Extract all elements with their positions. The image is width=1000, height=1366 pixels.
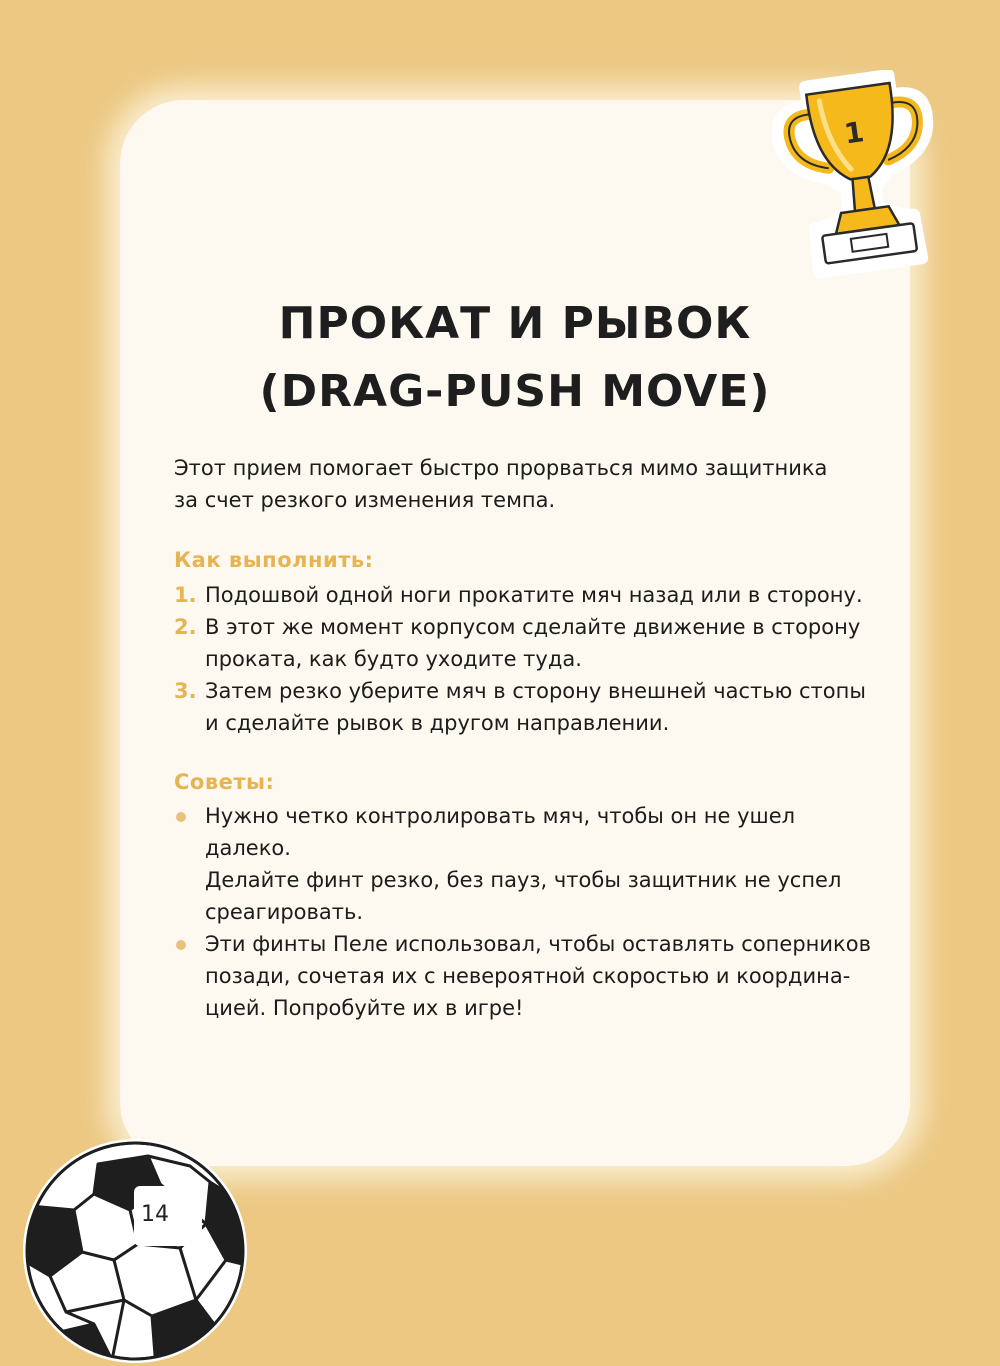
list-item <box>174 675 874 739</box>
tips-heading: Советы: <box>174 770 275 794</box>
tip-line: позади, сочетая их с невероятной скоростью и координа- <box>205 964 851 988</box>
tip-line: цией. Попробуйте их в игре! <box>205 996 524 1020</box>
trophy-number: 1 <box>842 115 867 151</box>
list-item <box>174 800 874 928</box>
step-line: проката, как будто уходите туда. <box>205 647 582 671</box>
bullet-icon <box>176 940 186 950</box>
step-number: 3. <box>174 679 197 703</box>
tip-line: среагировать. <box>205 900 364 924</box>
step-line: Затем резко уберите мяч в сторону внешней частью стопы <box>205 679 866 703</box>
title-line-2: (DRAG-PUSH MOVE) <box>259 366 771 417</box>
step-number: 2. <box>174 615 197 639</box>
intro-line-1: Этот прием помогает быстро прорваться мимо защитника <box>174 456 828 480</box>
list-item <box>174 579 874 611</box>
page-number: 14 <box>141 1202 169 1227</box>
intro-line-2: за счет резкого изменения темпа. <box>174 488 556 512</box>
tips-list <box>174 800 874 1024</box>
tip-line: Нужно четко контролировать мяч, чтобы он не ушел далеко. <box>205 804 796 860</box>
title-line-1: ПРОКАТ И РЫВОК <box>278 298 752 349</box>
step-line: Подошвой одной ноги прокатите мяч назад или в сторону. <box>205 583 863 607</box>
how-to-heading: Как выполнить: <box>174 548 374 572</box>
step-line: и сделайте рывок в другом направлении. <box>205 711 670 735</box>
soccer-ball-icon <box>20 1136 250 1366</box>
bullet-icon <box>176 812 186 822</box>
tip-line: Делайте финт резко, без пауз, чтобы защитник не успел <box>205 868 842 892</box>
list-item <box>174 928 874 1024</box>
intro-text <box>174 452 874 516</box>
trophy-icon <box>770 70 950 280</box>
page-title <box>120 290 910 426</box>
step-number: 1. <box>174 583 197 607</box>
steps-list <box>174 579 874 739</box>
step-line: В этот же момент корпусом сделайте движение в сторону <box>205 615 861 639</box>
list-item <box>174 611 874 675</box>
tip-line: Эти финты Пеле использовал, чтобы оставлять соперников <box>205 932 871 956</box>
